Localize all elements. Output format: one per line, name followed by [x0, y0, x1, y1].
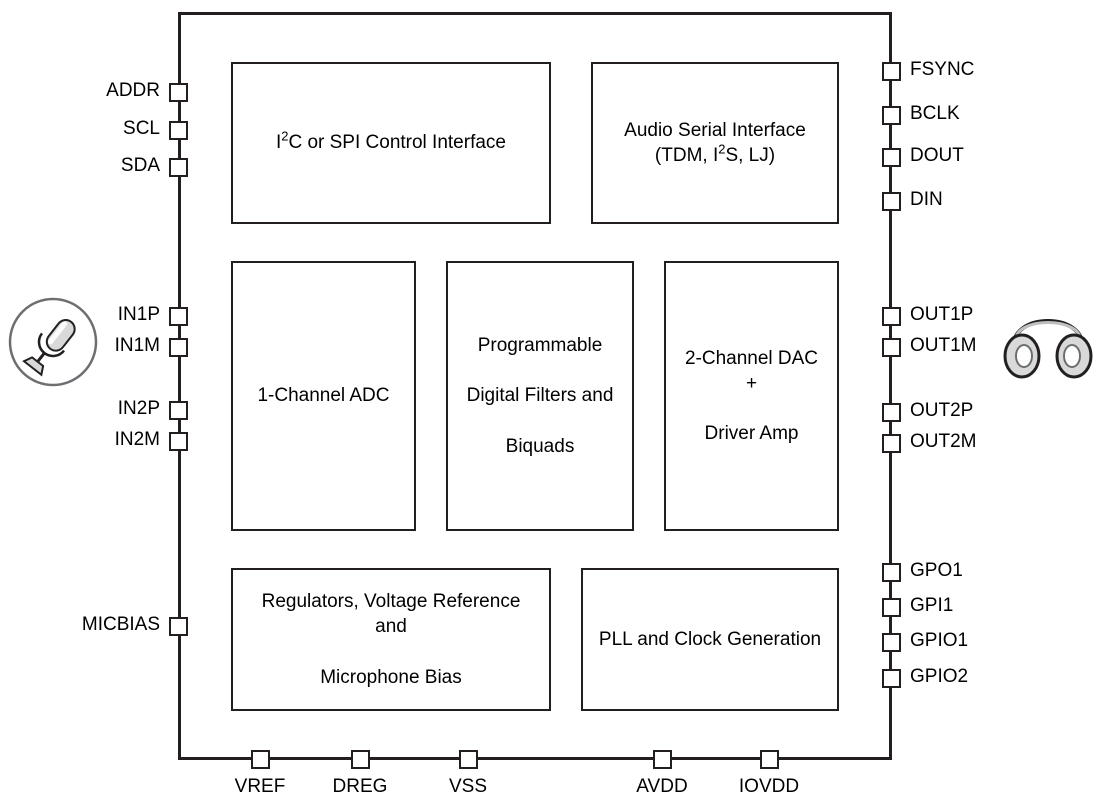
pin-label-scl: SCL: [123, 118, 160, 139]
pin-label-avdd: AVDD: [636, 776, 688, 797]
pin-vref: [251, 750, 270, 769]
pin-gpio1: [882, 633, 901, 652]
pin-gpi1: [882, 598, 901, 617]
pin-label-dout: DOUT: [910, 145, 964, 166]
pin-avdd: [653, 750, 672, 769]
pin-din: [882, 192, 901, 211]
pin-bclk: [882, 106, 901, 125]
pin-label-vss: VSS: [448, 776, 488, 797]
block-pll: [581, 568, 839, 711]
pin-fsync: [882, 62, 901, 81]
pin-label-bclk: BCLK: [910, 103, 960, 124]
pin-label-out1m: OUT1M: [910, 335, 977, 356]
pin-in1m: [169, 338, 188, 357]
pin-sda: [169, 158, 188, 177]
pin-iovdd: [760, 750, 779, 769]
pin-out2m: [882, 434, 901, 453]
pin-label-dreg: DREG: [332, 776, 388, 797]
pin-label-addr: ADDR: [106, 80, 160, 101]
block-label: Regulators, Voltage Reference and Microphone Bias: [261, 591, 521, 688]
pin-out1m: [882, 338, 901, 357]
pin-dreg: [351, 750, 370, 769]
pin-label-iovdd: IOVDD: [738, 776, 800, 797]
pin-label-gpo1: GPO1: [910, 560, 963, 581]
block-label: $I^2C$ or SPI Control Interface: [275, 129, 506, 154]
block-label: Programmable Digital Filters and Biquads: [466, 335, 614, 457]
block-label: 1-Channel ADC: [257, 385, 390, 407]
pin-gpio2: [882, 669, 901, 688]
pin-dout: [882, 148, 901, 167]
pin-label-vref: VREF: [234, 776, 286, 797]
block-audio-serial-interface: [591, 62, 839, 224]
pin-label-din: DIN: [910, 189, 943, 210]
pin-label-in1p: IN1P: [117, 304, 160, 325]
block-label: PLL and Clock Generation: [598, 628, 822, 650]
pin-label-micbias: MICBIAS: [81, 614, 160, 635]
pin-in2p: [169, 401, 188, 420]
pin-vss: [459, 750, 478, 769]
pin-label-gpio2: GPIO2: [910, 666, 969, 687]
block-dac-driver: [664, 261, 839, 531]
pin-label-out2m: OUT2M: [910, 431, 977, 452]
pin-label-fsync: FSYNC: [910, 59, 975, 80]
pin-addr: [169, 83, 188, 102]
pin-in1p: [169, 307, 188, 326]
pin-out2p: [882, 403, 901, 422]
pin-gpo1: [882, 563, 901, 582]
pin-out1p: [882, 307, 901, 326]
block-adc: [231, 261, 416, 531]
pin-micbias: [169, 617, 188, 636]
pin-in2m: [169, 432, 188, 451]
pin-scl: [169, 121, 188, 140]
pin-label-in1m: IN1M: [114, 335, 160, 356]
block-digital-filters: [446, 261, 634, 531]
block-label: Audio Serial Interface (TDM, $I^2S$, LJ): [624, 119, 806, 166]
block-regulators: [231, 568, 551, 711]
pin-label-gpi1: GPI1: [910, 595, 954, 616]
pin-label-in2p: IN2P: [117, 398, 160, 419]
headphones-illustration: [1000, 290, 1096, 386]
microphone-illustration: [8, 297, 98, 387]
pin-label-gpio1: GPIO1: [910, 630, 969, 651]
block-label: 2-Channel DAC + Driver Amp: [684, 347, 819, 445]
pin-label-out1p: OUT1P: [910, 304, 974, 325]
pin-label-out2p: OUT2P: [910, 400, 974, 421]
pin-label-in2m: IN2M: [114, 429, 160, 450]
pin-label-sda: SDA: [120, 155, 160, 176]
block-control-interface: [231, 62, 551, 224]
